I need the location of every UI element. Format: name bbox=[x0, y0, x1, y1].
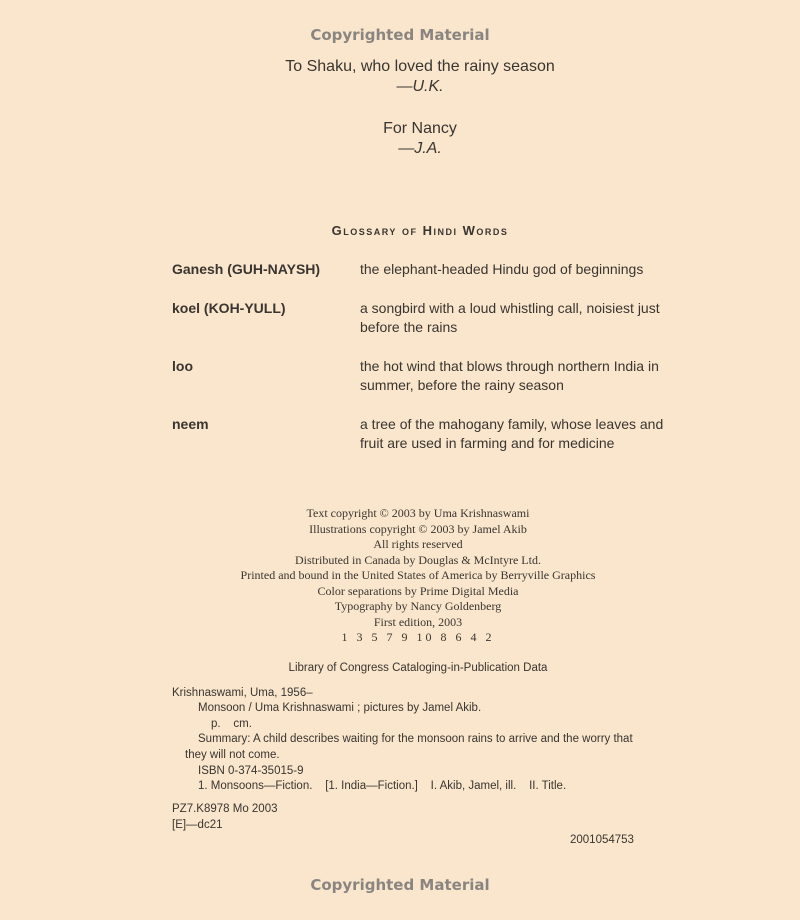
copyright-block bbox=[0, 506, 800, 646]
dedication-illustrator bbox=[0, 119, 800, 159]
dedication-text: For Nancy bbox=[383, 120, 457, 137]
glossary-term: neem bbox=[172, 416, 209, 432]
glossary-term: loo bbox=[172, 358, 193, 374]
lccn: 2001054753 bbox=[570, 834, 634, 846]
dedication-signature: —U.K. bbox=[396, 78, 444, 95]
copyright-line: Illustrations copyright © 2003 by Jamel Akib bbox=[309, 521, 527, 536]
copyright-watermark-top: Copyrighted Material bbox=[310, 26, 490, 44]
cip-heading: Library of Congress Cataloging-in-Publication Data bbox=[288, 662, 548, 674]
glossary-definition: the hot wind that blows through northern India in summer, before the rainy season bbox=[360, 358, 659, 393]
cip-line: p. cm. bbox=[211, 718, 252, 730]
cip-line: they will not come. bbox=[185, 749, 280, 761]
glossary-definition: a songbird with a loud whistling call, noisiest just before the rains bbox=[360, 300, 660, 335]
copyright-line: Text copyright © 2003 by Uma Krishnaswami bbox=[306, 506, 530, 520]
copyright-line: Color separations by Prime Digital Media bbox=[317, 583, 519, 598]
copyright-line: First edition, 2003 bbox=[373, 614, 463, 629]
dedication-signature: —J.A. bbox=[398, 140, 442, 157]
glossary-definition: a tree of the mahogany family, whose leaves and fruit are used in farming and for medicine bbox=[360, 416, 664, 451]
glossary-title: Glossary of Hindi Words bbox=[331, 223, 509, 238]
printing-numbers: 1 3 5 7 9 10 8 6 4 2 bbox=[341, 630, 495, 644]
cip-line: PZ7.K8978 Mo 2003 bbox=[172, 803, 278, 815]
glossary-definition: the elephant-headed Hindu god of beginnings bbox=[360, 261, 644, 277]
copyright-line: Printed and bound in the United States of America by Berryville Graphics bbox=[240, 568, 596, 582]
copyright-line: Typography by Nancy Goldenberg bbox=[334, 599, 502, 613]
cip-line: Monsoon / Uma Krishnaswami ; pictures by Jamel Akib. bbox=[198, 702, 482, 714]
cip-line: 1. Monsoons—Fiction. [1. India—Fiction.] I. Akib, Jamel, ill. II. Title. bbox=[198, 780, 567, 792]
dedication-author bbox=[0, 57, 800, 97]
copyright-line: Distributed in Canada by Douglas & McIntyre Ltd. bbox=[295, 552, 541, 567]
cip-line: ISBN 0-374-35015-9 bbox=[198, 765, 304, 777]
glossary-term: koel (KOH-YULL) bbox=[172, 300, 286, 316]
dedication-text: To Shaku, who loved the rainy season bbox=[285, 58, 555, 75]
glossary-term: Ganesh (GUH-NAYSH) bbox=[172, 261, 321, 277]
copyright-line: All rights reserved bbox=[373, 537, 463, 551]
cip-line: Summary: A child describes waiting for the monsoon rains to arrive and the worry that bbox=[198, 733, 633, 745]
cip-line: [E]—dc21 bbox=[172, 819, 223, 831]
cip-line: Krishnaswami, Uma, 1956– bbox=[172, 687, 313, 699]
copyright-watermark-bottom: Copyrighted Material bbox=[310, 876, 490, 894]
